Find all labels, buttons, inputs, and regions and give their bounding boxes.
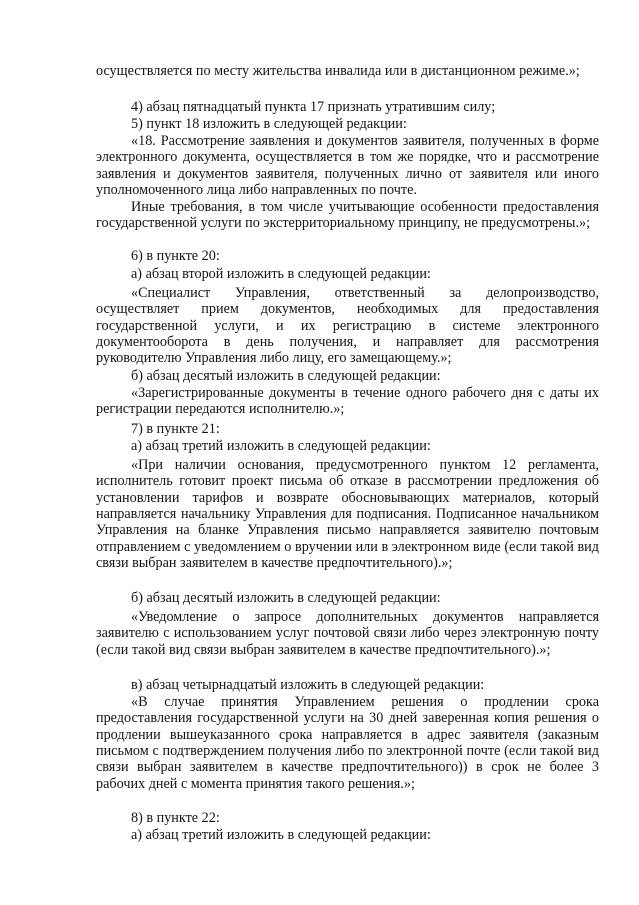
paragraph-item-6a: а) абзац второй изложить в следующей редакции: bbox=[131, 266, 431, 282]
paragraph-item-8a: а) абзац третий изложить в следующей редакции: bbox=[131, 827, 431, 843]
paragraph-quote-18: «18. Рассмотрение заявления и документов заявителя, полученных в форме электронного документа, осуществляется в том же порядке, что и рассмотрение заявления и документов заявителя, полученных лично от заявителя или иного уполномоченного лица либо направленных по почте. bbox=[96, 133, 599, 199]
paragraph-item-8: 8) в пункте 22: bbox=[131, 810, 220, 826]
paragraph-quote-notification: «Уведомление о запросе дополнительных документов направляется заявителю с использованием услуг почтовой связи либо через электронную почту (если такой вид связи выбран заявителем в качестве предпочтительного).»; bbox=[96, 609, 599, 658]
paragraph-item-6b: б) абзац десятый изложить в следующей редакции: bbox=[131, 368, 441, 384]
paragraph-other-requirements: Иные требования, в том числе учитывающие особенности предоставления государственной услуги по экстерриториальному принципу, не предусмотрены.»; bbox=[96, 199, 599, 232]
paragraph-quote-basis: «При наличии основания, предусмотренного пунктом 12 регламента, исполнитель готовит проект письма об отказе в рассмотрении предложения об установлении тарифов и возврате обосновывающих материалов, который направляется начальнику Управления для подписания. Подписанное начальником Управления на бланке Управления письмо направляется заявителю почтовым отправлением с уведомлением о вручении или в электронном виде (если такой вид связи выбран заявителем в качестве предпочтительного).»; bbox=[96, 457, 599, 572]
paragraph-item-7b: б) абзац десятый изложить в следующей редакции: bbox=[131, 590, 441, 606]
paragraph-item-7c: в) абзац четырнадцатый изложить в следующей редакции: bbox=[131, 677, 485, 693]
paragraph-quote-specialist: «Специалист Управления, ответственный за делопроизводство, осуществляет прием документов, необходимых для предоставления государственной услуги, и их регистрацию в системе электронного документооборота в день получения, и направляет для рассмотрения руководителю Управления либо лицу, его замещающему.»; bbox=[96, 285, 599, 367]
paragraph-continuation: осуществляется по месту жительства инвалида или в дистанционном режиме.»; bbox=[96, 63, 580, 79]
paragraph-item-4: 4) абзац пятнадцатый пункта 17 признать утратившим силу; bbox=[131, 99, 496, 115]
paragraph-item-6: 6) в пункте 20: bbox=[131, 248, 220, 264]
paragraph-quote-extension: «В случае принятия Управлением решения о продлении срока предоставления государственной услуги на 30 дней заверенная копия решения о продлении вышеуказанного срока направляется в адрес заявителя (заказным письмом с подтверждением получения либо по электронной почте (если такой вид связи выбран заявителем в качестве предпочтительного)) в срок не более 3 рабочих дней с момента принятия такого решения.»; bbox=[96, 694, 599, 792]
paragraph-item-7a: а) абзац третий изложить в следующей редакции: bbox=[131, 438, 431, 454]
paragraph-quote-registered: «Зарегистрированные документы в течение одного рабочего дня с даты их регистрации передаются исполнителю.»; bbox=[96, 385, 599, 418]
paragraph-item-5: 5) пункт 18 изложить в следующей редакции: bbox=[131, 116, 407, 132]
paragraph-item-7: 7) в пункте 21: bbox=[131, 421, 220, 437]
